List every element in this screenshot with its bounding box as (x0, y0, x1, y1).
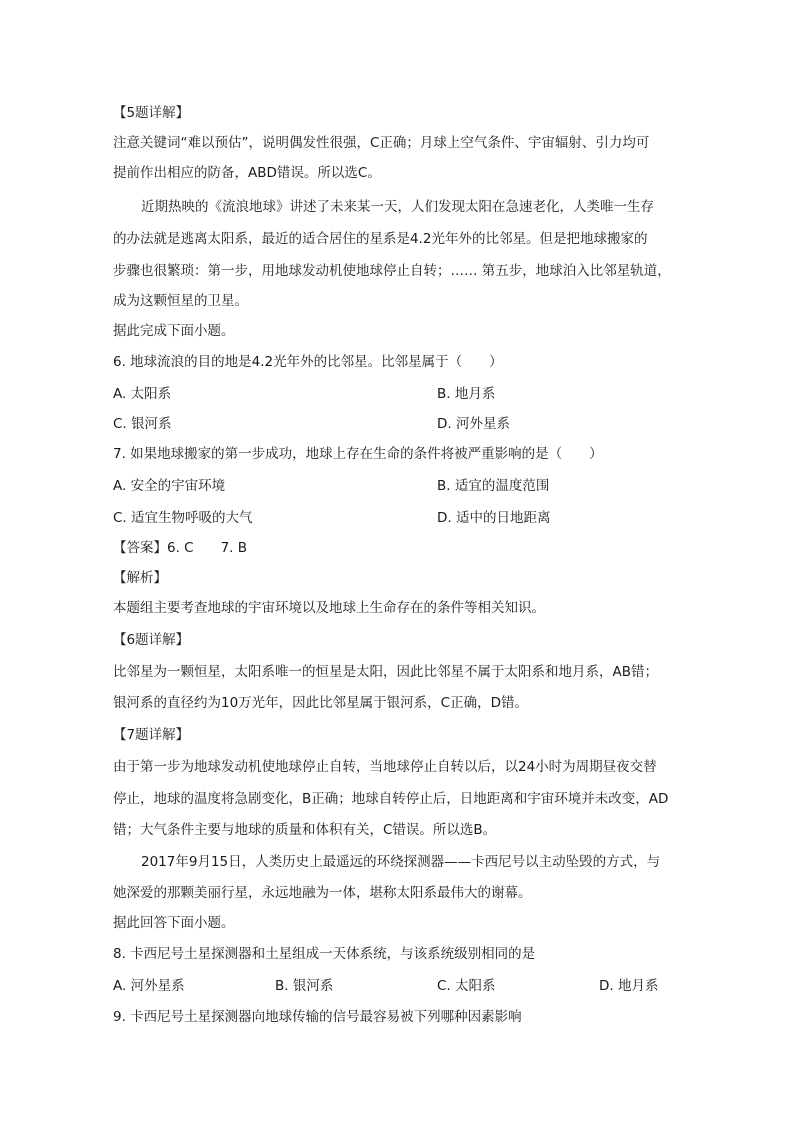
passage-1-prompt: 据此完成下面小题。 (113, 323, 235, 339)
question-6-option-c: C. 银河系 (113, 416, 172, 432)
q7-detail-line-1: 由于第一步为地球发动机使地球停止自转，当地球停止自转以后，以24小时为周期昼夜交替 (113, 759, 657, 775)
question-6-option-a: A. 太阳系 (113, 386, 172, 402)
question-8-option-a: A. 河外星系 (113, 978, 185, 994)
question-7-option-a: A. 安全的宇宙环境 (113, 478, 226, 494)
passage-1-line-1: 近期热映的《流浪地球》讲述了未来某一天，人们发现太阳在急速老化，人类唯一生存 (141, 199, 654, 215)
question-6-stem: 6. 地球流浪的目的地是4.2光年外的比邻星。比邻星属于（ ） (113, 354, 503, 370)
question-7-stem: 7. 如果地球搬家的第一步成功，地球上存在生命的条件将被严重影响的是（ ） (113, 446, 603, 462)
passage-2-prompt: 据此回答下面小题。 (113, 915, 235, 931)
question-7-option-b: B. 适宜的温度范围 (437, 478, 550, 494)
answer-line: 【答案】6. C 7. B (113, 540, 248, 556)
question-6-option-d: D. 河外星系 (437, 416, 510, 432)
question-9-stem: 9. 卡西尼号土星探测器向地球传输的信号最容易被下列哪种因素影响 (113, 1009, 522, 1025)
q6-detail-line-1: 比邻星为一颗恒星，太阳系唯一的恒星是太阳，因此比邻星不属于太阳系和地月系，AB错； (113, 664, 658, 680)
q7-detail-header: 【7题详解】 (113, 727, 190, 743)
q6-detail-header: 【6题详解】 (113, 632, 190, 648)
question-8-option-c: C. 太阳系 (437, 978, 496, 994)
q7-detail-line-3: 错；大气条件主要与地球的质量和体积有关，C错误。所以选B。 (113, 822, 497, 838)
q5-detail-line-2: 提前作出相应的防备，ABD错误。所以选C。 (113, 165, 381, 181)
analysis-header: 【解析】 (113, 570, 167, 586)
question-8-stem: 8. 卡西尼号土星探测器和土星组成一天体系统，与该系统级别相同的是 (113, 946, 536, 962)
passage-1-line-4: 成为这颗恒星的卫星。 (113, 293, 248, 309)
passage-1-line-2: 的办法就是逃离太阳系，最近的适合居住的星系是4.2光年外的比邻星。但是把地球搬家的 (113, 231, 648, 247)
question-6-option-b: B. 地月系 (437, 386, 496, 402)
question-7-option-d: D. 适中的日地距离 (437, 510, 551, 526)
question-8-option-b: B. 银河系 (275, 978, 334, 994)
q7-detail-line-2: 停止，地球的温度将急剧变化，B正确；地球自转停止后，日地距离和宇宙环境并未改变，AD (113, 791, 669, 807)
q5-detail-line-1: 注意关键词“难以预估”，说明偶发性很强，C正确；月球上空气条件、宇宙辐射、引力均可 (113, 135, 650, 151)
passage-1-line-3: 步骤也很繁琐：第一步，用地球发动机使地球停止自转；…… 第五步，地球泊入比邻星轨道， (113, 263, 671, 279)
question-7-option-c: C. 适宜生物呼吸的大气 (113, 510, 253, 526)
passage-2-line-2: 她深爱的那颗美丽行星，永远地融为一体，堪称太阳系最伟大的谢幕。 (113, 885, 532, 901)
passage-2-line-1: 2017年9月15日，人类历史上最遥远的环绕探测器——卡西尼号以主动坠毁的方式，与 (141, 854, 661, 870)
q5-detail-header: 【5题详解】 (113, 105, 190, 121)
question-8-option-d: D. 地月系 (599, 978, 659, 994)
analysis-text: 本题组主要考查地球的宇宙环境以及地球上生命存在的条件等相关知识。 (113, 600, 545, 616)
q6-detail-line-2: 银河系的直径约为10万光年，因此比邻星属于银河系，C正确，D错。 (113, 695, 528, 711)
